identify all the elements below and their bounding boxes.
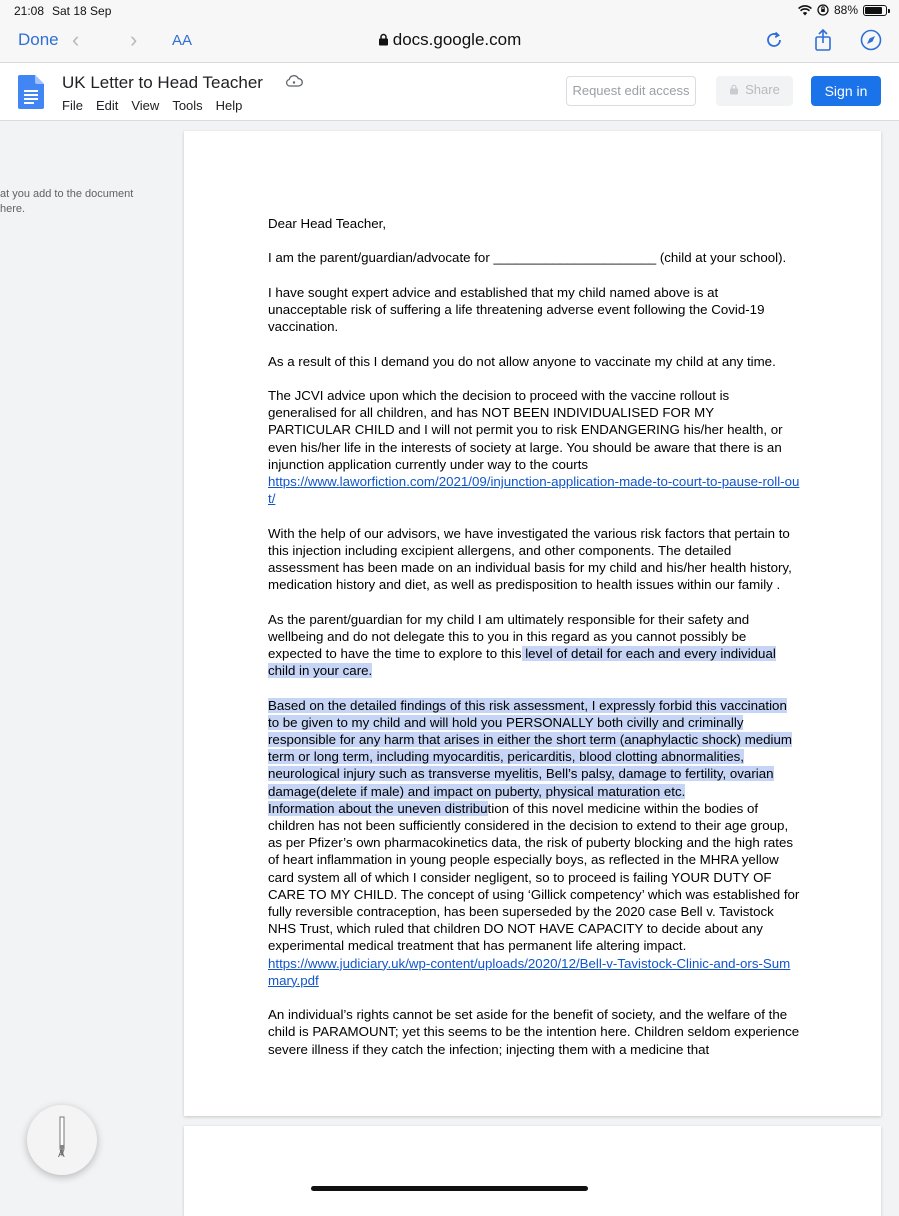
paragraph-6 bbox=[268, 611, 800, 680]
url-text: docs.google.com bbox=[392, 30, 522, 49]
link-paragraph-2 bbox=[268, 955, 800, 989]
status-indicators bbox=[798, 3, 887, 17]
judiciary-link[interactable]: https://www.judiciary.uk/wp-content/uploads/2020/12/Bell-v-Tavistock-Clinic-and-ors-Summary.pdf bbox=[268, 955, 791, 988]
google-docs-logo-icon[interactable] bbox=[18, 75, 44, 109]
menu-tools[interactable]: Tools bbox=[172, 98, 203, 113]
cloud-saved-icon bbox=[285, 74, 303, 88]
share-label: Share bbox=[745, 82, 780, 97]
request-edit-access-button[interactable]: Request edit access bbox=[566, 76, 696, 106]
comment-hint-line-2: here. bbox=[0, 203, 26, 215]
paragraph-7 bbox=[268, 697, 800, 800]
link-paragraph-1 bbox=[268, 473, 800, 507]
paragraph-2: I have sought expert advice and established that my child named above is at unacceptable risk of suffering a life threatening adverse event following the Covid-19 vaccination. bbox=[268, 284, 765, 335]
menu-file[interactable]: File bbox=[62, 98, 83, 113]
home-indicator[interactable] bbox=[311, 1186, 588, 1191]
document-page[interactable] bbox=[184, 131, 881, 1116]
paragraph-3: As a result of this I demand you do not allow anyone to vaccinate my child at any time. bbox=[268, 353, 776, 369]
paragraph-8-text: tion of this novel medicine within the bodies of children has not been sufficiently considered in the decision to extend to their age group, as per Pfizer’s own pharmacokinetics data, the risk of puberty blocking and the high rates of heart inflammation in young people especially boys, as reflected in the MHRA yellow card system all of which I consider negligent, so to proceed is failing YOUR DUTY OF CARE TO MY CHILD. The concept of using ‘Gillick competency’ which was established for fully reversible contraception, has been superseded by the 2020 case Bell v. Tavistock NHS Trust, which ruled that children DO NOT HAVE CAPACITY to decide about any experimental medical treatment that has permanent life altering impact. bbox=[268, 800, 800, 954]
paragraph-1: I am the parent/guardian/advocate for ______________________ (child at your school). bbox=[268, 250, 787, 266]
share-button[interactable] bbox=[716, 76, 793, 106]
comment-hint-line-1: at you add to the document bbox=[0, 188, 134, 200]
document-title[interactable]: UK Letter to Head Teacher bbox=[62, 73, 263, 92]
forward-icon[interactable]: › bbox=[130, 27, 138, 52]
selected-text: Information about the uneven distribu bbox=[268, 800, 488, 816]
safari-toolbar bbox=[0, 22, 899, 62]
menu-help[interactable]: Help bbox=[215, 98, 243, 113]
paragraph-5: With the help of our advisors, we have investigated the various risk factors that pertain to this injection including excipient allergens, and other components. The detailed assessment has been made on an individual basis for my child and his/her health history, medication history and diet, as well as predisposition to health issues within our family . bbox=[268, 525, 792, 593]
injunction-link[interactable]: https://www.laworfiction.com/2021/09/injunction-application-made-to-court-to-pause-roll-out/ bbox=[268, 473, 800, 507]
battery-icon bbox=[863, 5, 887, 16]
compass-icon[interactable] bbox=[859, 28, 883, 52]
paragraph-4: The JCVI advice upon which the decision to proceed with the vaccine rollout is generalised for all children, and has NOT BEEN INDIVIDUALISED FOR MY PARTICULAR CHILD and I will not permit you to risk ENDANGERING his/her health, or even his/her life in the interests of society at large. You should be aware that there is an injunction application currently under way to the courts bbox=[268, 387, 783, 472]
date: Sat 18 Sep bbox=[52, 4, 112, 18]
menu-bar bbox=[62, 98, 242, 113]
selected-text: level of detail for each and every individual child in your care. bbox=[268, 645, 776, 679]
share-icon[interactable] bbox=[811, 28, 835, 52]
pencil-tool-button[interactable] bbox=[27, 1105, 97, 1175]
pencil-icon bbox=[27, 1105, 97, 1175]
next-document-page[interactable] bbox=[184, 1126, 881, 1216]
sign-in-button[interactable]: Sign in bbox=[811, 76, 881, 106]
back-icon[interactable]: ‹ bbox=[72, 27, 80, 52]
reload-icon[interactable] bbox=[762, 28, 786, 52]
paragraph-9: An individual’s rights cannot be set aside for the benefit of society, and the welfare of the child is PARAMOUNT; yet this seems to be the intention here. Children seldom experience severe illness if they catch the infection; injecting them with a medicine that bbox=[268, 1007, 800, 1057]
paragraph-6-text: As the parent/guardian for my child I am ultimately responsible for their safety and wellbeing and do not delegate this to you in this regard as you cannot possibly be expected to have the time to explore to this bbox=[268, 611, 750, 661]
status-bar bbox=[0, 0, 899, 22]
battery-percent: 88% bbox=[833, 3, 858, 17]
document-body[interactable] bbox=[268, 215, 800, 1075]
selected-text: Based on the detailed findings of this risk assessment, I expressly forbid this vaccination to be given to my child and will hold you PERSONALLY both civilly and criminally responsible for any harm that arises in either the short term (anaphylactic shock) medium term or long term, including myocarditis, pericarditis, blood clotting abnormalities, neurological injury such as transverse myelitis, Bell’s palsy, damage to fertility, ovarian damage(delete if male) and impact on puberty, physical maturation etc. bbox=[268, 697, 792, 799]
battery-fill bbox=[865, 7, 882, 14]
lock-icon bbox=[378, 33, 389, 46]
done-button[interactable]: Done bbox=[18, 30, 59, 49]
text-size-button[interactable]: AA bbox=[172, 32, 193, 49]
salutation: Dear Head Teacher, bbox=[268, 216, 387, 231]
comment-hint bbox=[0, 187, 160, 217]
docs-header bbox=[0, 63, 899, 121]
lock-icon bbox=[729, 84, 739, 95]
pencil-label: A bbox=[58, 1149, 65, 1160]
menu-edit[interactable]: Edit bbox=[95, 98, 119, 113]
paragraph-8 bbox=[268, 800, 800, 955]
menu-view[interactable]: View bbox=[131, 98, 160, 113]
clock: 21:08 bbox=[14, 4, 45, 18]
wifi-icon bbox=[798, 5, 812, 16]
orientation-lock-icon bbox=[817, 4, 829, 16]
